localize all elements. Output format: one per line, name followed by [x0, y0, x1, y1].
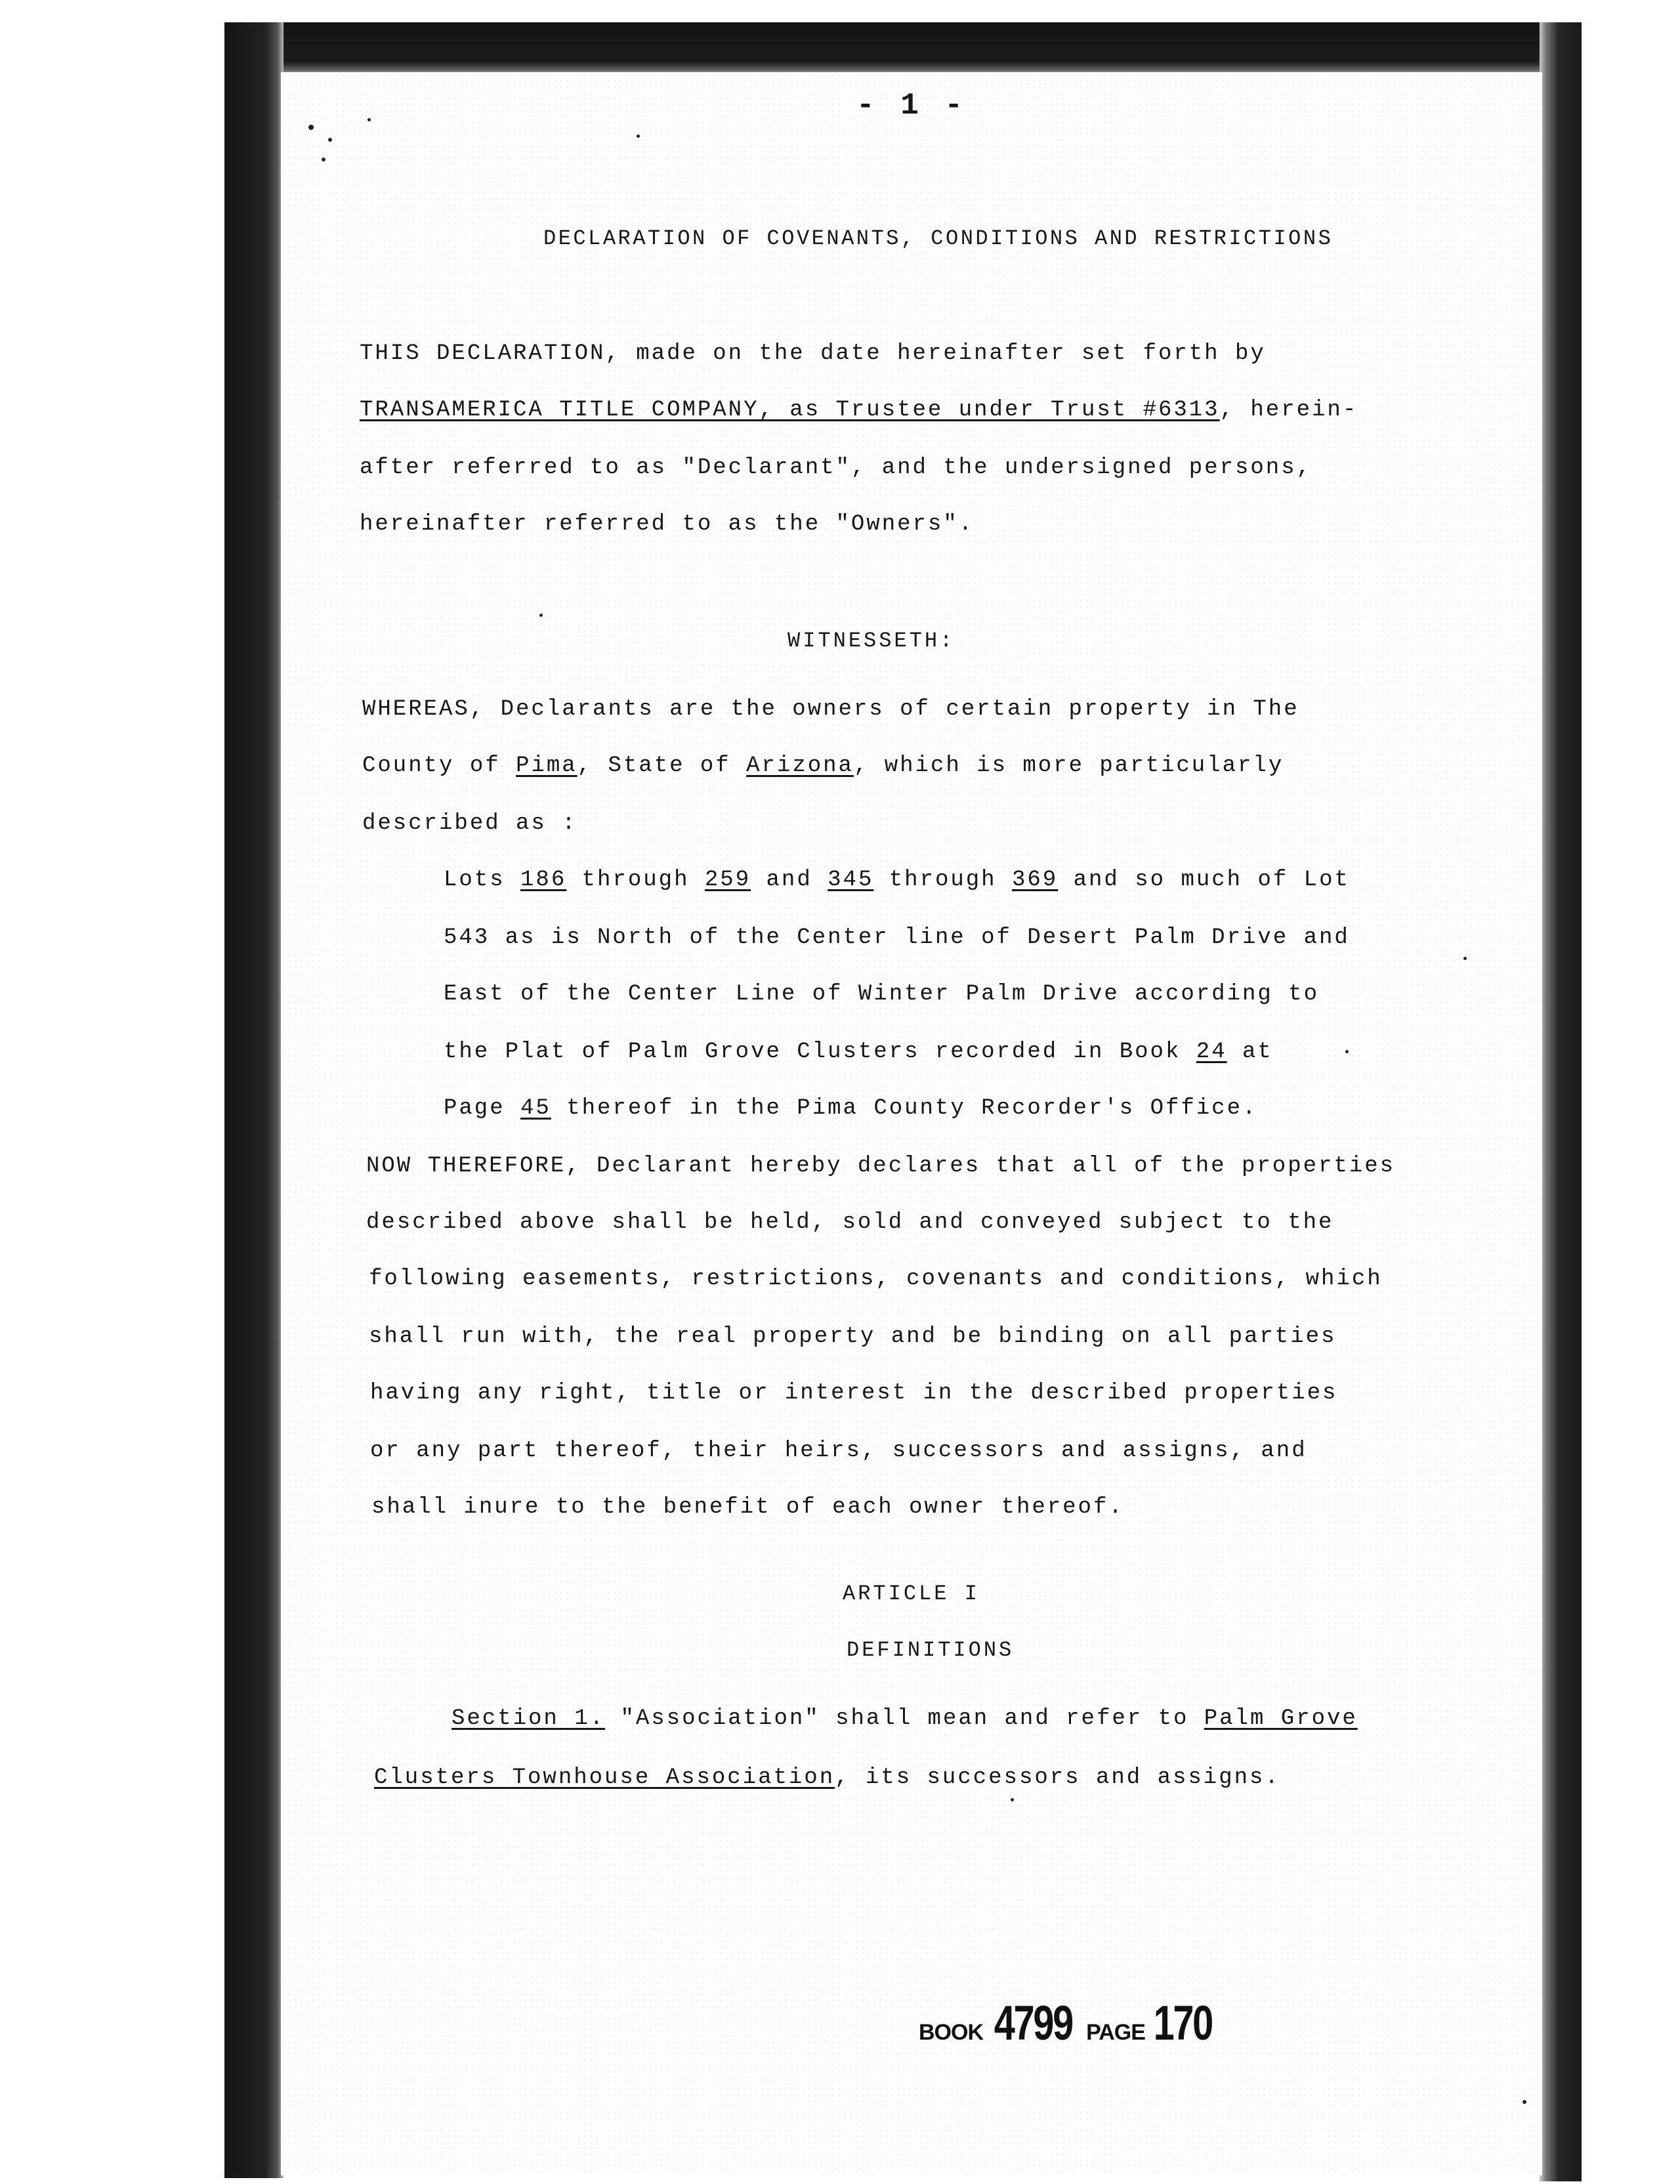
- legal-line-2: 543 as is North of the Center line of Desert Palm Drive and: [444, 925, 1350, 950]
- intro-line-2: [360, 398, 1358, 423]
- now-therefore-line-3: following easements, restrictions, covenants and conditions, which: [369, 1267, 1383, 1292]
- association-name: Palm Grove: [1204, 1706, 1358, 1731]
- legal-text: at: [1227, 1040, 1273, 1064]
- page-number: - 1 -: [856, 89, 967, 123]
- whereas-line-3: described as :: [362, 811, 578, 836]
- whereas-line-1: WHEREAS, Declarants are the owners of certain property in The: [362, 697, 1299, 722]
- county-name: Pima: [516, 753, 578, 778]
- whereas-text-b: , State of: [577, 753, 747, 778]
- now-therefore-line-7: shall inure to the benefit of each owner thereof.: [371, 1495, 1124, 1520]
- scan-border-top: [224, 22, 1555, 75]
- legal-line-4: [444, 1040, 1273, 1064]
- stamp-book-label: BOOK: [919, 2020, 983, 2045]
- intro-line-4: hereinafter referred to as the "Owners".: [360, 512, 975, 537]
- scan-border-right: [1540, 22, 1582, 2181]
- recording-stamp: [919, 1995, 1220, 2051]
- scan-speck: [1011, 1798, 1014, 1801]
- scan-speck: [308, 125, 314, 130]
- association-name: Clusters Townhouse Association: [374, 1765, 835, 1790]
- section-1-line-2: [374, 1765, 1280, 1790]
- intro-line-1: THIS DECLARATION, made on the date hereinafter set forth by: [360, 341, 1266, 366]
- scan-speck: [368, 118, 371, 121]
- legal-text: and: [751, 868, 828, 892]
- state-name: Arizona: [746, 753, 854, 778]
- document-title: DECLARATION OF COVENANTS, CONDITIONS AND RESTRICTIONS: [543, 226, 1334, 251]
- lot-number: 369: [1012, 868, 1059, 892]
- legal-line-3: East of the Center Line of Winter Palm Drive according to: [444, 982, 1319, 1007]
- scan-speck: [1522, 2100, 1526, 2104]
- scan-speck: [1463, 957, 1467, 960]
- legal-text: the Plat of Palm Grove Clusters recorded in Book: [444, 1040, 1196, 1064]
- article-title: DEFINITIONS: [847, 1638, 1015, 1662]
- stamp-book-number: 4799: [994, 1996, 1072, 2050]
- now-therefore-line-2: described above shall be held, sold and conveyed subject to the: [366, 1210, 1334, 1235]
- section-text: "Association" shall mean and refer to: [605, 1706, 1204, 1731]
- legal-line-5: [444, 1096, 1257, 1121]
- lot-number: 345: [828, 868, 874, 892]
- intro-line-2-rest: , herein-: [1219, 398, 1358, 423]
- legal-text: through: [873, 868, 1012, 892]
- whereas-text-a: County of: [362, 753, 516, 778]
- scan-speck: [322, 158, 326, 161]
- page-reference: 45: [520, 1096, 551, 1121]
- lot-number: 259: [704, 868, 751, 892]
- article-heading: ARTICLE I: [843, 1582, 980, 1606]
- intro-line-3: after referred to as "Declarant", and the undersigned persons,: [360, 455, 1312, 480]
- scan-speck: [539, 614, 543, 617]
- legal-text: Lots: [444, 868, 521, 892]
- scan-speck: [637, 135, 640, 138]
- now-therefore-line-1: NOW THEREFORE, Declarant hereby declares that all of the properties: [366, 1154, 1396, 1179]
- legal-line-1: [444, 868, 1350, 892]
- book-number: 24: [1196, 1040, 1227, 1064]
- document-page: [281, 72, 1542, 2175]
- scan-border-left: [224, 22, 284, 2178]
- legal-text: and so much of Lot: [1058, 868, 1350, 892]
- whereas-line-2: [362, 753, 1284, 778]
- whereas-text-c: , which is more particularly: [853, 753, 1284, 778]
- stamp-page-label: PAGE: [1086, 2020, 1145, 2045]
- scan-speck: [1345, 1050, 1349, 1053]
- legal-text: thereof in the Pima County Recorder's Office.: [551, 1096, 1258, 1121]
- trustee-name: TRANSAMERICA TITLE COMPANY, as Trustee under Trust #6313: [360, 398, 1220, 423]
- legal-text: through: [566, 868, 705, 892]
- section-label: Section 1.: [452, 1706, 606, 1731]
- section-text: , its successors and assigns.: [835, 1765, 1280, 1790]
- now-therefore-line-6: or any part thereof, their heirs, successors and assigns, and: [370, 1438, 1307, 1463]
- legal-text: Page: [444, 1096, 521, 1121]
- now-therefore-line-5: having any right, title or interest in the described properties: [370, 1381, 1338, 1406]
- stamp-page-number: 170: [1153, 1996, 1212, 2050]
- witnesseth-heading: WITNESSETH:: [788, 629, 956, 653]
- section-1-line-1: [452, 1706, 1358, 1731]
- now-therefore-line-4: shall run with, the real property and be binding on all parties: [369, 1324, 1337, 1349]
- scan-speck: [328, 138, 332, 142]
- lot-number: 186: [520, 868, 567, 892]
